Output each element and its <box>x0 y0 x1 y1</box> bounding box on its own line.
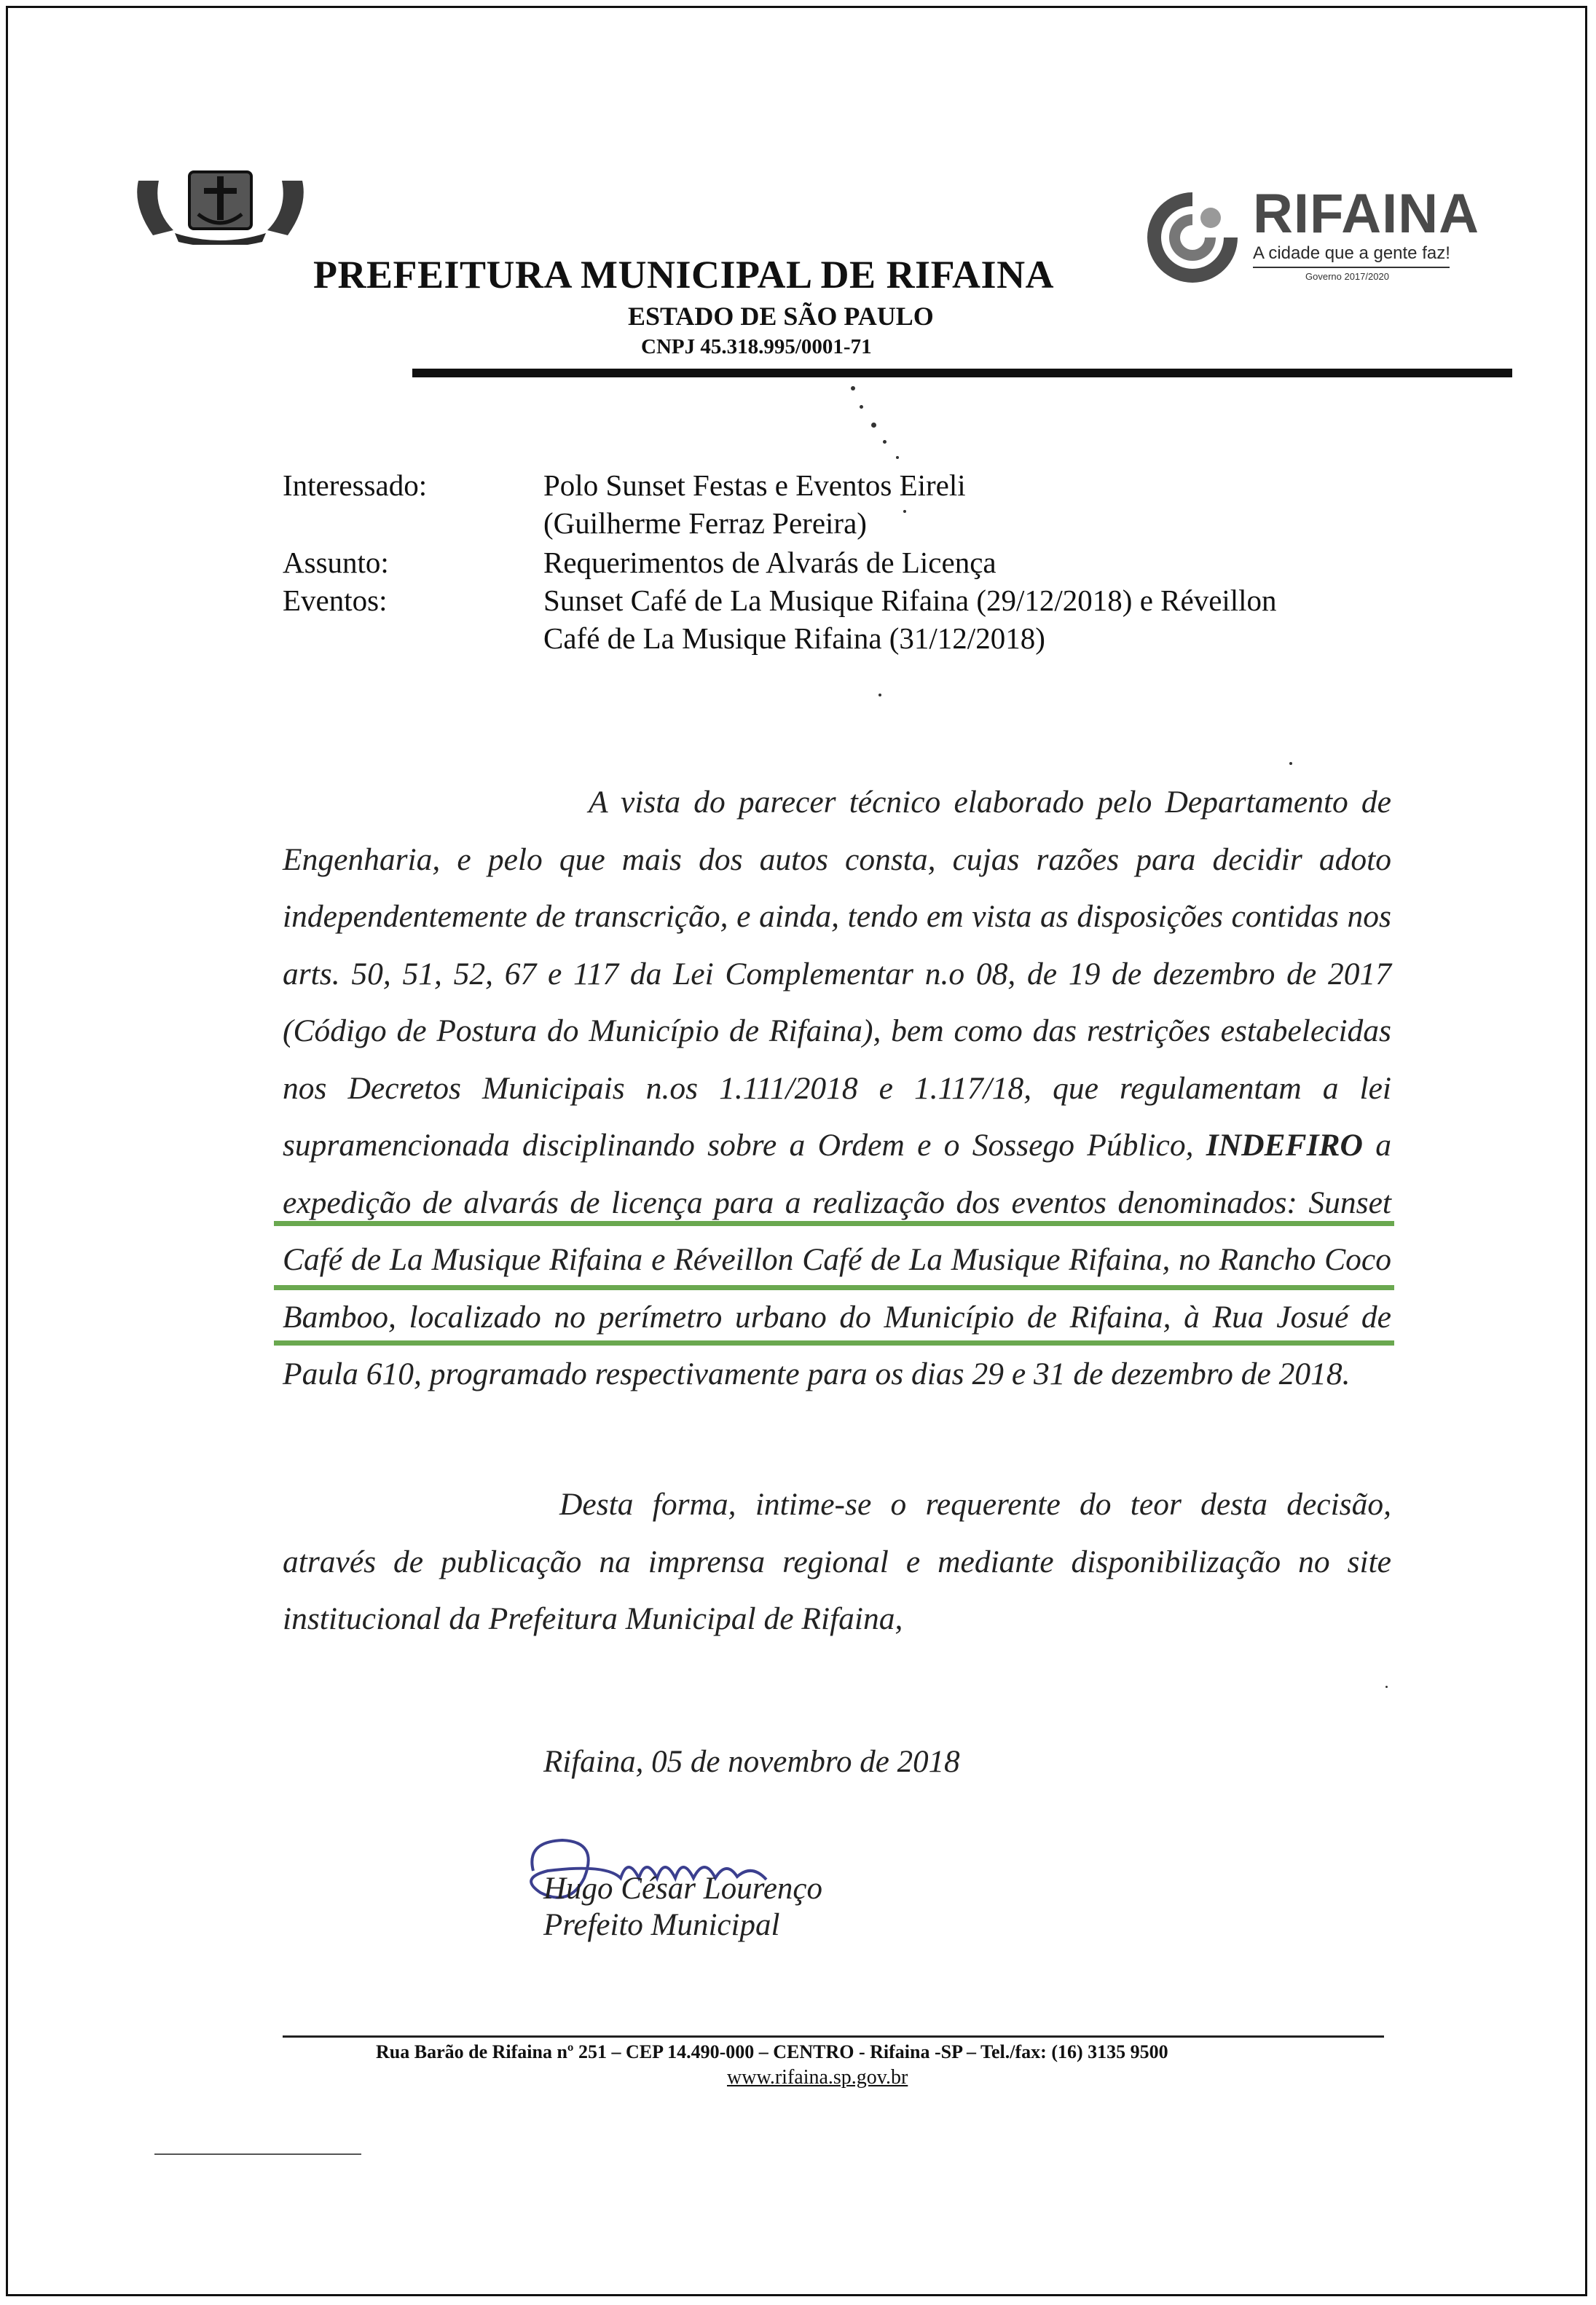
footer-url[interactable]: www.rifaina.sp.gov.br <box>727 2066 908 2089</box>
decision-text-a: A vista do parecer técnico elaborado pelo Departamento de Engenharia, e pelo que mais dos autos consta, cujas razões para decidir adoto independentemente de transcrição, e ainda, tendo em vista as disposições contidas nos arts. 50, 51, 52, 67 e 117 da Lei Complementar n.o 08, de 19 de dezembro de 2017 (Código de Postura do Município de Rifaina), bem como das restrições estabelecidas nos Decretos Municipais n.os 1.111/2018 e 1.117/18, que regulamentam a lei supramencionada disciplinando sobre a Ordem e o Sossego Público, <box>283 785 1391 1163</box>
ink-speck <box>883 440 887 444</box>
state-subtitle: ESTADO DE SÃO PAULO <box>628 302 934 331</box>
ink-speck <box>860 405 863 409</box>
field-value-interessado-1: Polo Sunset Festas e Eventos Eireli <box>543 468 966 502</box>
ink-speck <box>896 456 899 459</box>
notification-text: Desta forma, intime-se o requerente do teor desta decisão, através de publicação na imprensa regional e mediante disponibilização no site institucional da Prefeitura Municipal de Rifaina, <box>283 1487 1391 1636</box>
logo-term: Governo 2017/2020 <box>1305 271 1389 282</box>
header-divider <box>412 369 1512 377</box>
ink-speck <box>1385 1686 1388 1688</box>
ink-speck <box>878 694 881 696</box>
stray-mark <box>154 2153 361 2155</box>
municipal-coat-of-arms-icon <box>131 166 310 245</box>
decision-paragraph <box>283 774 1391 1403</box>
field-value-interessado-2: (Guilherme Ferraz Pereira) <box>543 506 867 540</box>
footer-divider <box>283 2035 1384 2038</box>
page-title: PREFEITURA MUNICIPAL DE RIFAINA <box>313 253 1055 297</box>
logo-rule <box>1253 267 1450 268</box>
field-value-eventos-1: Sunset Café de La Musique Rifaina (29/12/2018) e Réveillon <box>543 584 1277 617</box>
footer-address: Rua Barão de Rifaina nº 251 – CEP 14.490-000 – CENTRO - Rifaina -SP – Tel./fax: (16) 3135 9500 <box>376 2041 1168 2062</box>
highlight-line-3 <box>274 1340 1394 1346</box>
ink-speck <box>871 423 876 428</box>
notification-paragraph <box>283 1476 1391 1648</box>
decision-text-b: a expedição de alvarás de licença para a realização dos eventos denominados: Sunset Café de La Musique Rifaina e Réveillon Café de La Musique Rifaina, no Rancho Coco Bamboo, localizado no perímetro urbano do Município de Rifaina, à Rua Josué de Paula 610, programado respectivamente para os dias 29 e 31 de dezembro de 2018. <box>283 1128 1392 1391</box>
field-value-assunto: Requerimentos de Alvarás de Licença <box>543 546 996 579</box>
field-label-eventos: Eventos: <box>283 584 388 617</box>
decision-verdict: INDEFIRO <box>1206 1128 1363 1163</box>
signer-role: Prefeito Municipal <box>543 1908 780 1942</box>
rifaina-swirl-logo-icon <box>1138 185 1247 287</box>
cnpj-line: CNPJ 45.318.995/0001-71 <box>641 335 872 358</box>
ink-speck <box>903 510 906 513</box>
field-label-assunto: Assunto: <box>283 546 389 579</box>
ink-speck <box>1289 762 1292 765</box>
signer-name: Hugo César Lourenço <box>543 1872 823 1906</box>
highlight-line-1 <box>274 1221 1394 1226</box>
highlight-line-2 <box>274 1285 1394 1290</box>
field-value-eventos-2: Café de La Musique Rifaina (31/12/2018) <box>543 621 1045 655</box>
logo-name: RIFAINA <box>1253 183 1479 245</box>
field-label-interessado: Interessado: <box>283 468 428 502</box>
logo-tagline: A cidade que a gente faz! <box>1253 243 1450 263</box>
place-date: Rifaina, 05 de novembro de 2018 <box>543 1745 960 1779</box>
ink-speck <box>851 386 855 390</box>
rifaina-logo <box>1138 182 1479 291</box>
